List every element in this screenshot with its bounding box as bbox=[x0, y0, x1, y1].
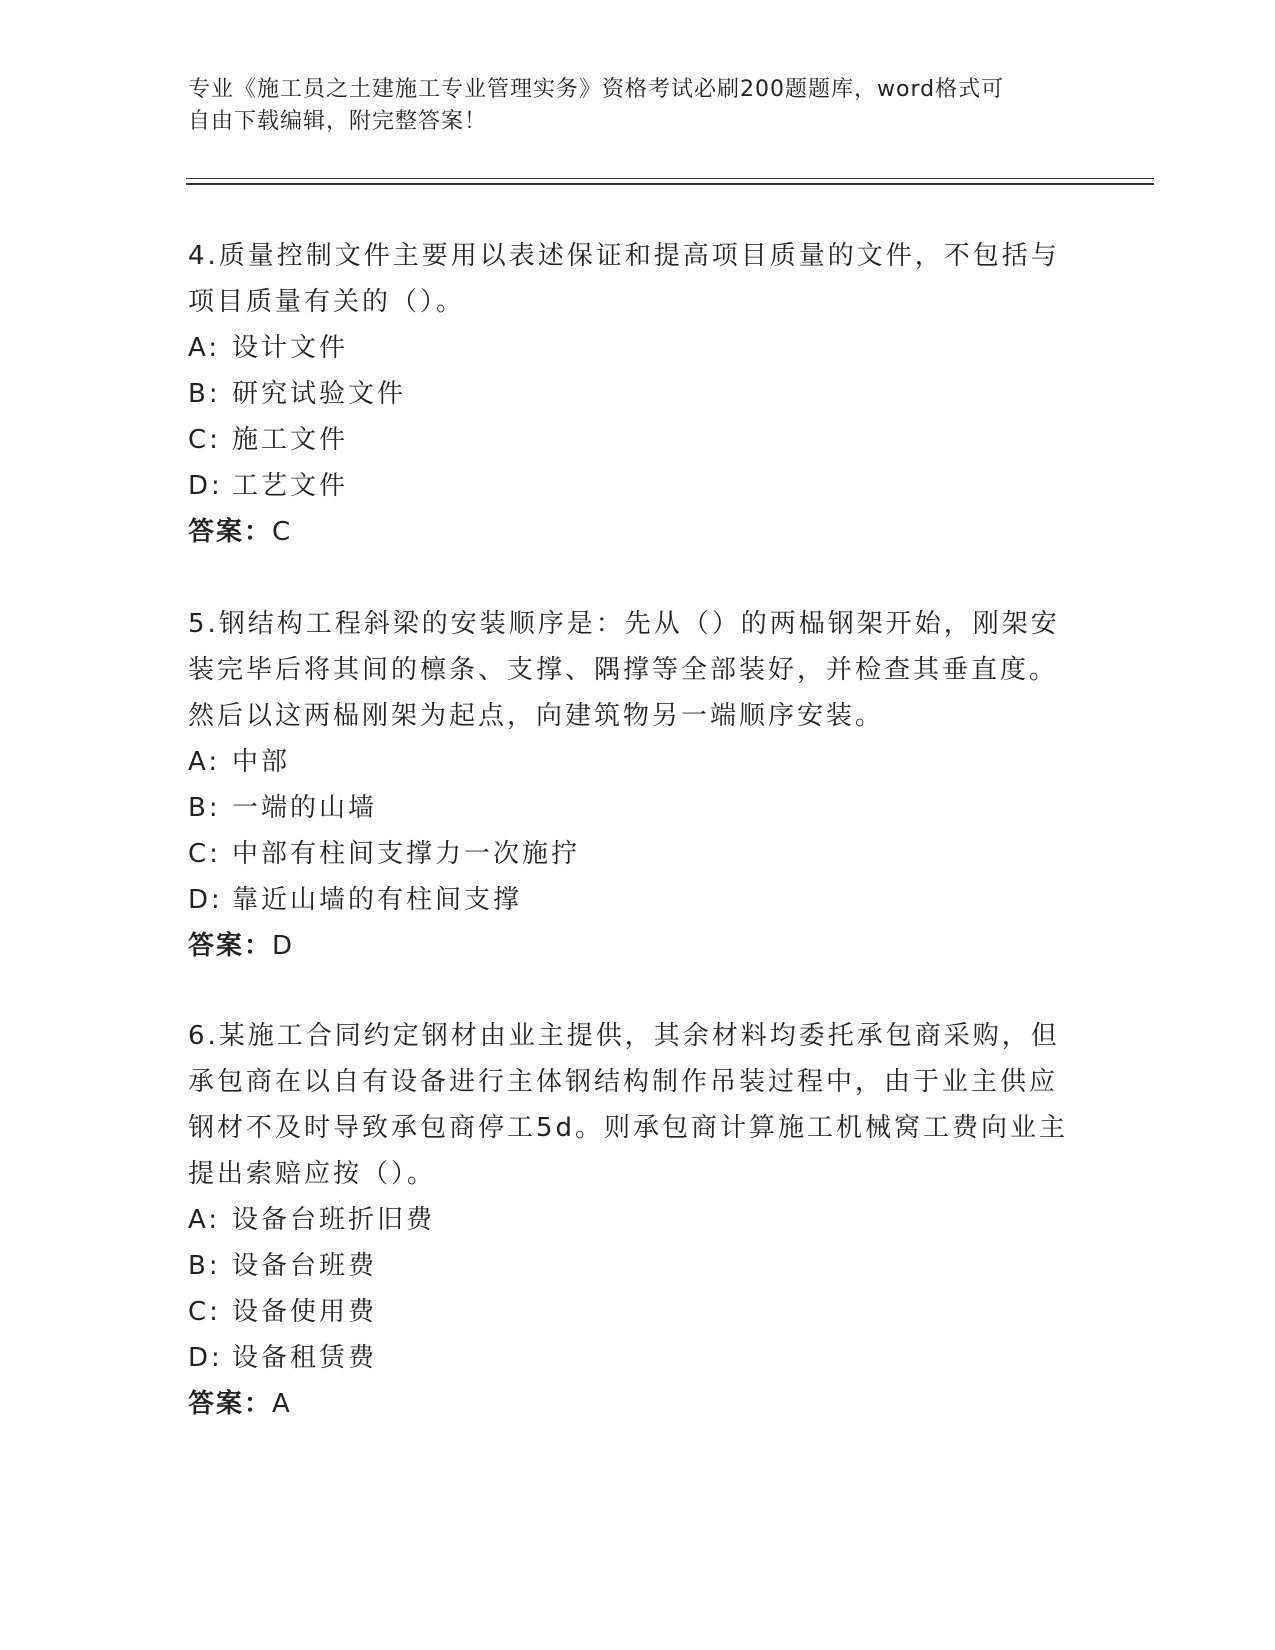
question-stem-line: 钢材不及时导致承包商停工5d。则承包商计算施工机械窝工费向业主 bbox=[188, 1113, 1069, 1143]
option-text: 设备使用费 bbox=[232, 1297, 378, 1327]
question-stem bbox=[188, 601, 1088, 739]
question-stem-line: 提出索赔应按（）。 bbox=[188, 1159, 437, 1189]
option-letter: B: bbox=[188, 793, 221, 823]
option-b bbox=[188, 371, 1088, 417]
answer-line bbox=[188, 509, 1088, 555]
question-stem-line: 承包商在以自有设备进行主体钢结构制作吊装过程中，由于业主供应 bbox=[188, 1067, 1059, 1097]
option-text: 工艺文件 bbox=[232, 471, 349, 501]
option-text: 研究试验文件 bbox=[232, 379, 407, 409]
header-line-1: 专业《施工员之土建施工专业管理实务》资格考试必刷200题题库，word格式可 bbox=[188, 77, 1005, 102]
option-c bbox=[188, 1289, 1088, 1335]
option-b bbox=[188, 785, 1088, 831]
question-stem bbox=[188, 1013, 1088, 1197]
option-b bbox=[188, 1243, 1088, 1289]
option-text: 设备台班折旧费 bbox=[232, 1205, 436, 1235]
option-d bbox=[188, 877, 1088, 923]
option-letter: D: bbox=[188, 1343, 223, 1373]
answer-value: D bbox=[272, 931, 295, 961]
option-text: 中部 bbox=[232, 747, 291, 777]
option-d bbox=[188, 463, 1088, 509]
option-text: 施工文件 bbox=[232, 425, 349, 455]
option-c bbox=[188, 417, 1088, 463]
option-text: 中部有柱间支撑力一次施拧 bbox=[232, 839, 581, 869]
option-text: 设备租赁费 bbox=[232, 1343, 378, 1373]
option-letter: A: bbox=[188, 1205, 221, 1235]
question-stem-line: 装完毕后将其间的檩条、支撑、隅撑等全部装好，并检查其垂直度。 bbox=[188, 655, 1059, 685]
header-divider-thin bbox=[186, 178, 1154, 179]
question-block bbox=[188, 601, 1088, 969]
option-letter: A: bbox=[188, 747, 221, 777]
option-letter: A: bbox=[188, 333, 221, 363]
option-letter: B: bbox=[188, 1251, 221, 1281]
answer-label: 答案： bbox=[188, 517, 273, 547]
header-divider-thick bbox=[186, 183, 1154, 185]
answer-label: 答案： bbox=[188, 931, 273, 961]
option-text: 设计文件 bbox=[232, 333, 349, 363]
option-letter: C: bbox=[188, 425, 221, 455]
question-block bbox=[188, 233, 1088, 555]
answer-line bbox=[188, 1381, 1088, 1427]
option-letter: C: bbox=[188, 1297, 221, 1327]
option-letter: B: bbox=[188, 379, 221, 409]
option-text: 设备台班费 bbox=[232, 1251, 378, 1281]
question-stem-line: 6.某施工合同约定钢材由业主提供，其余材料均委托承包商采购，但 bbox=[188, 1021, 1060, 1051]
option-letter: D: bbox=[188, 471, 223, 501]
option-c bbox=[188, 831, 1088, 877]
option-a bbox=[188, 325, 1088, 371]
question-stem bbox=[188, 233, 1088, 325]
option-a bbox=[188, 1197, 1088, 1243]
header-line-2: 自由下载编辑，附完整答案！ bbox=[188, 109, 488, 134]
answer-value: A bbox=[272, 1389, 292, 1419]
answer-line bbox=[188, 923, 1088, 969]
question-stem-line: 项目质量有关的（）。 bbox=[188, 287, 466, 317]
document-header bbox=[188, 74, 1068, 138]
option-letter: D: bbox=[188, 885, 223, 915]
question-block bbox=[188, 1013, 1088, 1427]
option-text: 靠近山墙的有柱间支撑 bbox=[232, 885, 523, 915]
question-stem-line: 5.钢结构工程斜梁的安装顺序是：先从（）的两榀钢架开始，刚架安 bbox=[188, 609, 1060, 639]
option-d bbox=[188, 1335, 1088, 1381]
option-text: 一端的山墙 bbox=[232, 793, 378, 823]
option-letter: C: bbox=[188, 839, 221, 869]
answer-label: 答案： bbox=[188, 1389, 273, 1419]
answer-value: C bbox=[272, 517, 293, 547]
question-stem-line: 然后以这两榀刚架为起点，向建筑物另一端顺序安装。 bbox=[188, 701, 885, 731]
question-stem-line: 4.质量控制文件主要用以表述保证和提高项目质量的文件，不包括与 bbox=[188, 241, 1060, 271]
option-a bbox=[188, 739, 1088, 785]
